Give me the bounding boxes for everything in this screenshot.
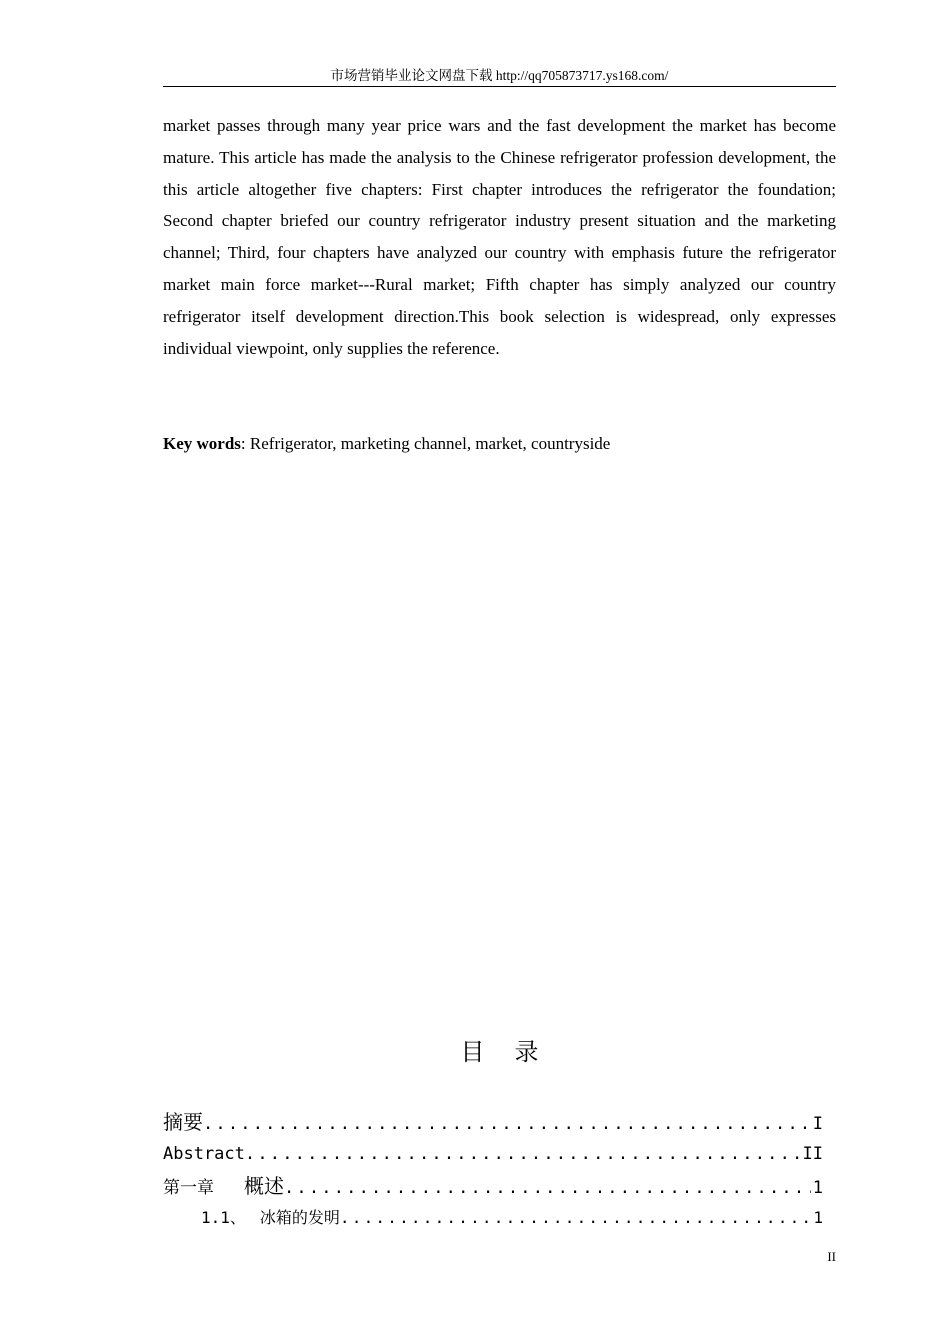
- toc-entry-abstract-en[interactable]: [163, 1138, 823, 1170]
- toc-entry-page: 1: [813, 1208, 823, 1227]
- toc-entry-page: II: [802, 1144, 823, 1164]
- keywords-list: Refrigerator, marketing channel, market, countryside: [249, 434, 611, 453]
- toc-leader-dots: [245, 1138, 801, 1170]
- toc-entry-label: Abstract: [163, 1144, 245, 1164]
- toc-section-name: 冰箱的发明: [259, 1208, 340, 1227]
- toc-leader-dots: [284, 1172, 811, 1202]
- toc-leader-dots: [340, 1202, 811, 1234]
- toc-entry-page: I: [812, 1114, 823, 1134]
- toc-title: 目录: [460, 1038, 569, 1066]
- toc-leader-dots: [203, 1108, 811, 1138]
- toc-chapter-number: 第一章: [163, 1178, 214, 1198]
- keywords-separator: :: [240, 434, 250, 453]
- page-header: [163, 66, 836, 87]
- toc-entry-label: 摘要: [163, 1110, 203, 1134]
- toc-entry-page: 1: [812, 1178, 823, 1198]
- header-text: 市场营销毕业论文网盘下载 http://qq705873717.ys168.com/: [330, 68, 669, 83]
- table-of-contents: [163, 1106, 823, 1234]
- page-number: II: [827, 1249, 836, 1264]
- toc-entry-chapter-1[interactable]: [163, 1170, 823, 1202]
- abstract-paragraph: market passes through many year price wars and the fast development the market has become mature. This article has made the analysis to the Chinese refrigerator profession development, the this article altogether five chapters: First chapter introduces the refrigerator the foundation; Second chapter briefed our country refrigerator industry present situation and the marketing channel; Third, four chapters have analyzed our country with emphasis future the refrigerator market main force market---Rural market; Fifth chapter has simply analyzed our country refrigerator itself development direction.This book selection is widespread, only expresses individual viewpoint, only supplies the reference.: [163, 116, 836, 358]
- toc-chapter-name: 概述: [244, 1174, 284, 1198]
- toc-entry-abstract-cn[interactable]: [163, 1106, 823, 1138]
- toc-section-number: 1.1、: [201, 1208, 246, 1227]
- toc-entry-section-1-1[interactable]: [163, 1202, 823, 1234]
- keywords-line: [163, 430, 836, 458]
- keywords-label: Key words: [163, 434, 241, 453]
